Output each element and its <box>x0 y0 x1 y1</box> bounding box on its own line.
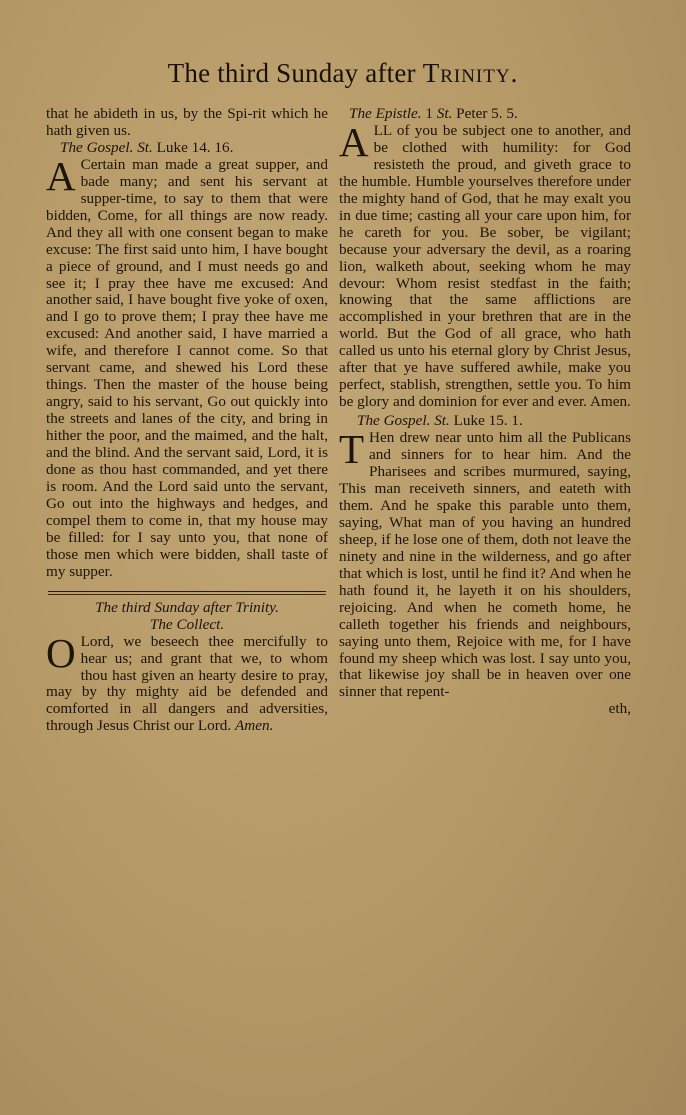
collect-body: O Lord, we beseech thee mercifully to hear us; and grant that we, to whom thou hast given an hearty desire to pray, may by thy mighty aid be defended and comforted in all dangers and adversities, through Jesus Christ our Lord. Amen. <box>46 629 328 735</box>
epistle-body: ALL of you be subject one to another, and be clothed with humility: for God resisteth the proud, and giveth grace to the humble. Humble yourselves therefore under the mighty hand of God, that he may exalt you in due time; casting all your care upon him, for he careth for you. Be sober, be vigilant; because your adversary the devil, as a roaring lion, walketh about, seeking whom he may devour: Whom resist stedfast in the faith; knowing that the same afflictions are accomplished in your brethren that are in the world. But the God of all grace, who hath called us unto his eternal glory by Christ Jesus, after that ye have suffered awhile, make you perfect, stablish, strengthen, settle you. To him be glory and dominion for ever and ever. Amen. <box>339 118 631 411</box>
page-header <box>0 58 686 89</box>
epistle-heading: The Epistle. 1 St. Peter 5. 5. <box>349 105 518 122</box>
gospel-drop-capital: A <box>46 152 76 199</box>
header-title-smallcaps: Trinity. <box>422 58 519 88</box>
right-column <box>339 106 631 718</box>
collect-drop-capital: O <box>46 629 76 676</box>
collect-heading: The Collect. <box>149 615 225 633</box>
continued-text: that he abideth in us, by the Spi-rit which he hath given us. <box>46 105 328 139</box>
left-column <box>46 106 328 735</box>
gospel-body-right: T Hen drew near unto him all the Publicans and sinners for to hear him. And the Pharisees and scribes murmured, saying, This man receiveth sinners, and eateth with them. And he spake this parable unto them, saying, What man of you having an hundred sheep, if he lose one of them, doth not leave the ninety and nine in the wilderness, and go after that which is lost, until he find it? And when he hath found it, he layeth it on his shoulders, rejoicing. And when he cometh home, he calleth together his friends and neighbours, saying unto them, Rejoice with me, for I have found my sheep which was lost. I say unto you, that likewise joy shall be in heaven over one sinner that repent- <box>339 426 631 701</box>
gospel-heading: The Gospel. St. Luke 14. 16. <box>60 138 234 156</box>
gospel-heading-right: The Gospel. St. Luke 15. 1. <box>357 412 523 430</box>
collect-amen: Amen. <box>235 717 274 735</box>
section-title: The third Sunday after Trinity. <box>95 598 279 616</box>
gospel-body: A Certain man made a great supper, and bade many; and sent his servant at supper-time, to say to them that were bidden, Come, for all things are now ready. And they all with one consent began to make excuse: The first said unto him, I have bought a piece of ground, and I must needs go and see it; I pray thee have me excused: And another said, I have bought five yoke of oxen, and I go to prove them; I pray thee have me excused: And another said, I have married a wife, and therefore I cannot come. So that servant came, and shewed his Lord these things. Then the master of the house being angry, said to his servant, Go out quickly into the streets and lanes of the city, and bring in hither the poor, and the maimed, and the halt, and the blind. And the servant said, Lord, it is done as thou hast commanded, and yet there is room. And the Lord said unto the servant, Go out into the highways and hedges, and compel them to come in, that my house may be filled: for I say unto you, that none of those men which were bidden, shall taste of my supper. <box>46 152 328 580</box>
section-divider <box>48 591 326 592</box>
catchword: eth, <box>608 700 631 718</box>
header-title: The third Sunday after <box>167 58 423 88</box>
gospel-right-drop-capital: T <box>339 426 365 473</box>
epistle-drop-capital: A <box>339 118 369 165</box>
